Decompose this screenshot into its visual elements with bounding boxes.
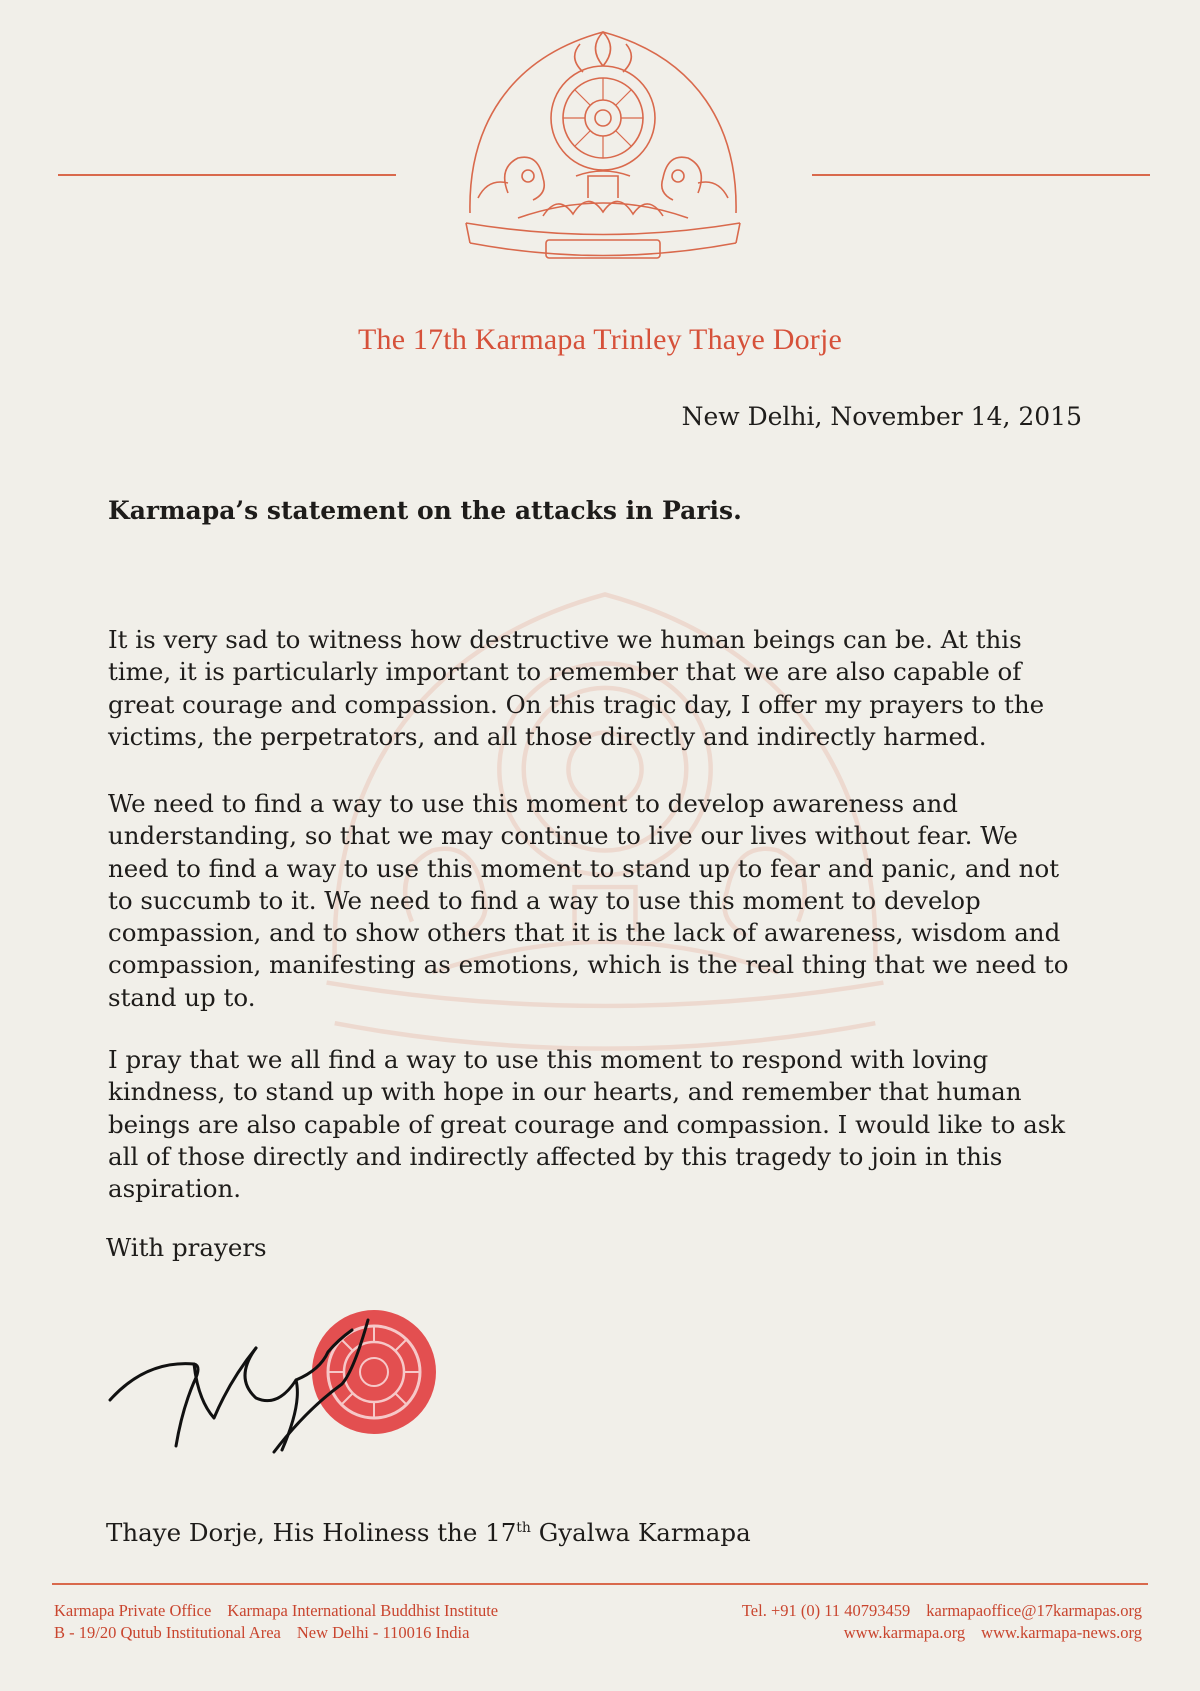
footer-address-block: [54, 1600, 498, 1644]
paragraph-line: compassion, manifesting as emotions, which is the real thing that we need to: [108, 950, 1069, 980]
signatory-line: [106, 1518, 751, 1547]
paragraph-line: We need to find a way to use this moment to develop awareness and: [108, 789, 958, 818]
signature-with-seal: [106, 1300, 446, 1460]
footer-institute-name: Karmapa International Buddhist Institute: [227, 1601, 499, 1620]
letter-heading: Karmapa’s statement on the attacks in Paris.: [108, 496, 742, 525]
footer-email-link[interactable]: karmapaoffice@17karmapas.org: [926, 1601, 1142, 1620]
letter-closing: With prayers: [106, 1233, 267, 1262]
footer-contact-block: [742, 1600, 1142, 1644]
letterhead-title: The 17th Karmapa Trinley Thaye Dorje: [357, 323, 843, 356]
paragraph-line: kindness, to stand up with hope in our hearts, and remember that human: [108, 1077, 1022, 1107]
paragraph-line: all of those directly and indirectly affected by this tragedy to join in this: [108, 1141, 1003, 1171]
paragraph-line: great courage and compassion. On this tragic day, I offer my prayers to the: [108, 689, 1045, 719]
paragraph-line: need to find a way to use this moment to stand up to fear and panic, and not: [108, 853, 1060, 883]
dharma-wheel-crown-emblem-icon: [448, 18, 758, 268]
footer-address: B - 19/20 Qutub Institutional Area: [54, 1623, 281, 1642]
letter-place-date: New Delhi, November 14, 2015: [681, 402, 1082, 431]
letter-paragraph-2: [108, 788, 1078, 1014]
letter-paragraph-1: [108, 624, 1078, 753]
letter-paragraph-3: [108, 1044, 1078, 1205]
paragraph-line: stand up to.: [108, 982, 256, 1012]
footer-office-name: Karmapa Private Office: [54, 1601, 212, 1620]
footer-website-link[interactable]: www.karmapa.org: [843, 1623, 966, 1642]
letterhead-rule-left: [58, 174, 396, 176]
ordinal-suffix: th: [516, 1519, 531, 1536]
paragraph-line: aspiration.: [108, 1174, 242, 1204]
red-seal-icon: [312, 1310, 436, 1434]
footer-phone: Tel. +91 (0) 11 40793459: [741, 1601, 911, 1620]
paragraph-line: understanding, so that we may continue to live our lives without fear. We: [108, 821, 1018, 851]
paragraph-line: victims, the perpetrators, and all those directly and indirectly harmed.: [108, 721, 987, 751]
footer-rule: [52, 1583, 1148, 1585]
footer-news-website-link[interactable]: www.karmapa-news.org: [981, 1623, 1142, 1642]
paragraph-line: compassion, and to show others that it is the lack of awareness, wisdom and: [108, 918, 1061, 948]
paragraph-line: I pray that we all find a way to use this moment to respond with loving: [108, 1045, 989, 1074]
paragraph-line: It is very sad to witness how destructive we human beings can be. At this: [108, 625, 1022, 654]
paragraph-line: beings are also capable of great courage and compassion. I would like to ask: [108, 1109, 1066, 1139]
footer-city: New Delhi - 110016 India: [296, 1623, 470, 1642]
letterhead-rule-right: [812, 174, 1150, 176]
paragraph-line: time, it is particularly important to remember that we are also capable of: [108, 657, 1022, 687]
paragraph-line: to succumb to it. We need to find a way to use this moment to develop: [108, 885, 981, 915]
signatory-name: Thaye Dorje, His Holiness the 17: [106, 1518, 517, 1547]
signatory-title: Gyalwa Karmapa: [530, 1518, 751, 1547]
